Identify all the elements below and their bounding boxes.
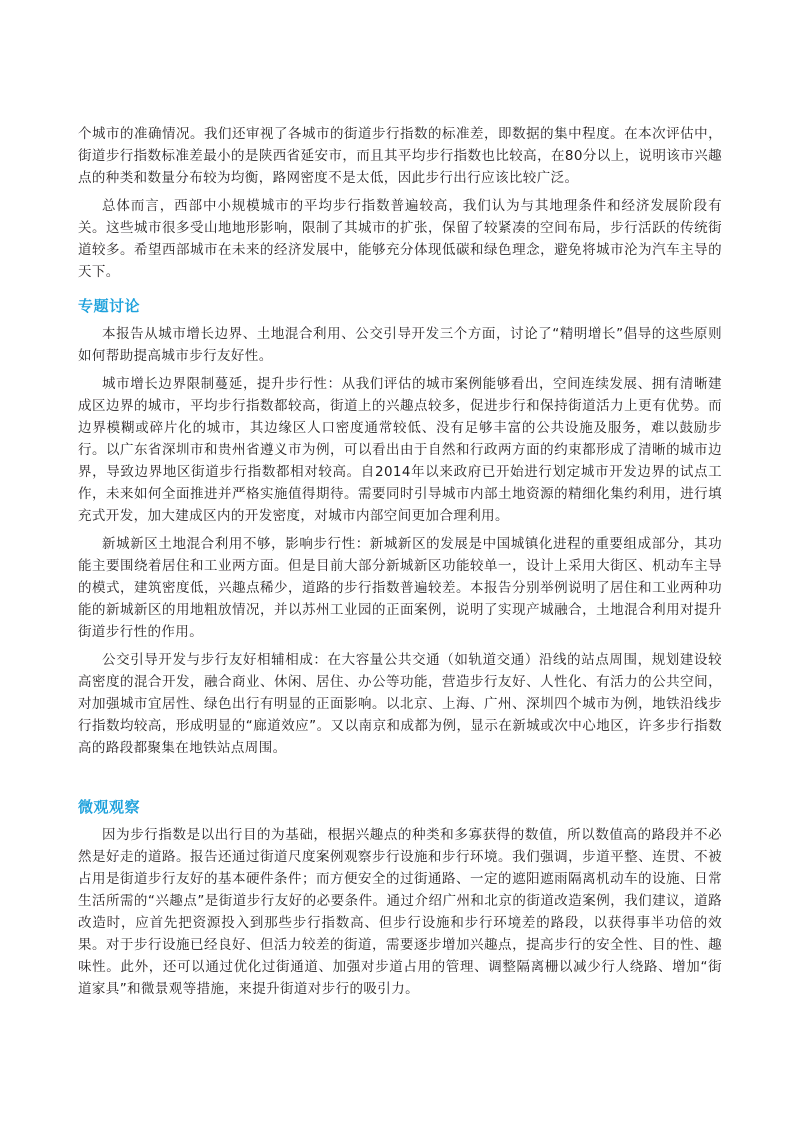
intro-section (78, 123, 722, 289)
micro-section (78, 824, 722, 1006)
micro-heading-block (78, 797, 722, 817)
topic-paragraph-growth-boundary: 城市增长边界限制蔓延，提升步行性：从我们评估的城市案例能够看出，空间连续发展、拥有清晰建成区边界的城市，平均步行指数都较高，街道上的兴趣点较多，促进步行和保持街道活力上更有优势。而边界模糊或碎片化的城市，其边缘区人口密度通常较低、没有足够丰富的公共设施及服务，难以鼓励步行。以广东省深圳市和贵州省遵义市为例，可以看出由于自然和行政两方面的约束都形成了清晰的城市边界，导致边界地区街道步行指数都相对较高。自2014年以来政府已开始进行划定城市开发边界的试点工作，未来如何全面推进并严格实施值得期待。需要同时引导城市内部土地资源的精细化集约利用，进行填充式开发，加大建成区内的开发密度，对城市内部空间更加合理利用。 (78, 376, 722, 524)
topic-paragraph-tod: 公交引导开发与步行友好相辅相成：在大容量公共交通（如轨道交通）沿线的站点周围，规划建设较高密度的混合开发，融合商业、休闲、居住、办公等功能，营造步行友好、人性化、有活力的公共空间，对加强城市宜居性、绿色出行有明显的正面影响。以北京、上海、广州、深圳四个城市为例，地铁沿线步行指数均较高，形成明显的“廊道效应”。又以南京和成都为例，显示在新城或次中心地区，许多步行指数高的路段都聚集在地铁站点周围。 (78, 652, 722, 756)
topic-section (78, 323, 722, 765)
intro-paragraph-2: 总体而言，西部中小规模城市的平均步行指数普遍较高，我们认为与其地理条件和经济发展阶段有关。这些城市很多受山地地形影响，限制了其城市的扩张，保留了较紧凑的空间布局，步行活跃的传统街道较多。希望西部城市在未来的经济发展中，能够充分体现低碳和绿色理念，避免将城市沦为汽车主导的天下。 (78, 198, 722, 280)
section-heading-topic: 专题讨论 (78, 297, 141, 315)
micro-paragraph-1: 因为步行指数是以出行目的为基础，根据兴趣点的种类和多寡获得的数值，所以数值高的路段并不必然是好走的道路。报告还通过街道尺度案例观察步行设施和步行环境。我们强调，步道平整、连贯、不被占用是街道步行友好的基本硬件条件；而方便安全的过街通路、一定的遮阳遮雨隔离机动车的设施、日常生活所需的“兴趣点”是街道步行友好的必要条件。通过介绍广州和北京的街道改造案例，我们建议，道路改造时，应首先把资源投入到那些步行指数高、但步行设施和步行环境差的路段，以获得事半功倍的效果。对于步行设施已经良好、但活力较差的街道，需要逐步增加兴趣点，提高步行的安全性、目的性、趣味性。此外，还可以通过优化过街通道、加强对步道占用的管理、调整隔离栅以减少行人绕路、增加“街道家具”和微景观等措施，来提升街道对步行的吸引力。 (78, 827, 722, 997)
intro-paragraph-1: 个城市的准确情况。我们还审视了各城市的街道步行指数的标准差，即数据的集中程度。在本次评估中，街道步行指数标准差最小的是陕西省延安市，而且其平均步行指数也比较高，在80分以上，说明该市兴趣点的种类和数量分布较为均衡，路网密度不是太低，因此步行出行应该比较广泛。 (78, 126, 722, 186)
topic-paragraph-1: 本报告从城市增长边界、土地混合利用、公交引导开发三个方面，讨论了“精明增长”倡导的这些原则如何帮助提高城市步行友好性。 (78, 326, 722, 364)
topic-heading-block (78, 296, 722, 316)
section-heading-micro: 微观观察 (78, 798, 141, 816)
topic-paragraph-mixed-land-use: 新城新区土地混合利用不够，影响步行性：新城新区的发展是中国城镇化进程的重要组成部分，其功能主要围绕着居住和工业两方面。但是目前大部分新城新区功能较单一，设计上采用大街区、机动车主导的模式，建筑密度低，兴趣点稀少，道路的步行指数普遍较差。本报告分别举例说明了居住和工业两种功能的新城新区的用地粗放情况，并以苏州工业园的正面案例，说明了实现产城融合，土地混合利用对提升街道步行性的作用。 (78, 536, 722, 640)
